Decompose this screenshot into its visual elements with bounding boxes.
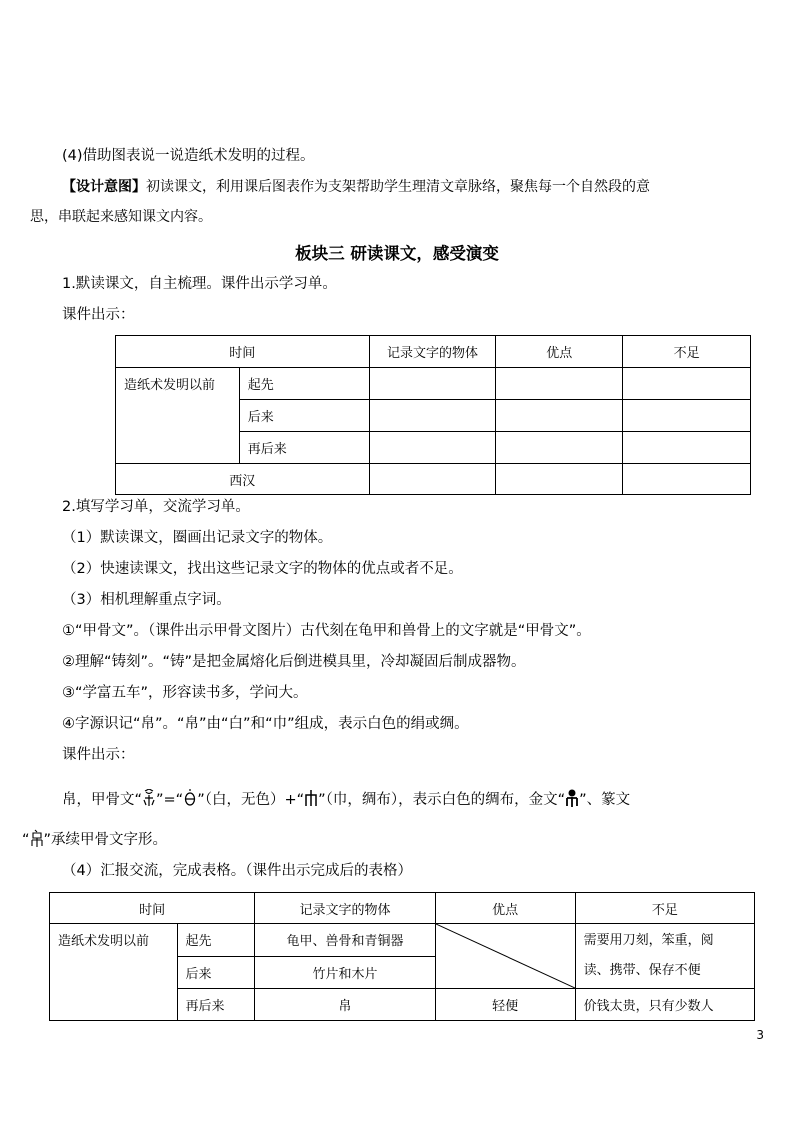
- bronze-silk-glyph-icon: [565, 789, 579, 807]
- header-fault: 不足: [575, 893, 754, 924]
- cell-empty: [369, 432, 496, 464]
- cell-empty: [369, 400, 496, 432]
- cell-empty: [623, 400, 751, 432]
- ety-text-g: ”承续甲骨文字形。: [43, 832, 168, 848]
- step-2-4: （4）汇报交流，完成表格。（课件出示完成后的表格）: [62, 863, 412, 879]
- cell-before-paper: 造纸术发明以前: [116, 368, 240, 464]
- cell-object-3: 帛: [255, 989, 435, 1021]
- vocab-learned: ③“学富五车”，形容读书多，学问大。: [62, 685, 308, 701]
- cell-empty: [496, 400, 623, 432]
- header-merit: 优点: [435, 893, 575, 924]
- vocab-silk: ④字源识记“帛”。“帛”由“白”和“巾”组成，表示白色的绢或绸。: [62, 716, 469, 732]
- header-object: 记录文字的物体: [369, 336, 496, 368]
- step-2-1: （1）默读课文，圈画出记录文字的物体。: [62, 530, 333, 546]
- ety-text-e: ”、篆文: [579, 792, 631, 808]
- header-fault: 不足: [623, 336, 751, 368]
- cell-empty: [369, 464, 496, 495]
- ety-text-f: “: [22, 832, 30, 848]
- vocab-oracle-bone: ①“甲骨文”。（课件出示甲骨文图片）古代刻在龟甲和兽骨上的文字就是“甲骨文”。: [62, 623, 591, 639]
- cell-empty: [623, 368, 751, 400]
- cell-fault-12: [575, 924, 754, 989]
- ety-text-d: ”（巾，绸布），表示白色的绸布，金文“: [318, 792, 566, 808]
- cell-empty: [496, 432, 623, 464]
- cell-first: 起先: [239, 368, 369, 400]
- oracle-white-glyph-icon: [183, 789, 197, 807]
- page-number: 3: [756, 1028, 764, 1042]
- diagonal-line-icon: [436, 924, 575, 988]
- cell-even-later: 再后来: [177, 989, 255, 1021]
- oracle-silk-glyph-icon: [142, 789, 156, 807]
- cell-western-han: 西汉: [116, 464, 370, 495]
- cell-first: 起先: [177, 924, 255, 957]
- seal-silk-glyph-icon: [30, 829, 44, 847]
- fault-line-1: 需要用刀刻，笨重，阅: [583, 933, 714, 948]
- cell-object-1: 龟甲、兽骨和青铜器: [255, 924, 435, 957]
- fault-line-2: 读、携带、保存不便: [583, 963, 701, 978]
- vocab-casting: ②理解“铸刻”。“铸”是把金属熔化后倒进模具里，冷却凝固后制成器物。: [62, 654, 526, 670]
- header-time: 时间: [116, 336, 370, 368]
- cell-before-paper: 造纸术发明以前: [50, 924, 178, 1021]
- etymology-line-2: [22, 829, 167, 850]
- cell-empty: [369, 368, 496, 400]
- design-intent-line-2: 思，串联起来感知课文内容。: [30, 209, 212, 225]
- etymology-line-1: [62, 789, 630, 810]
- step-2-2: （2）快速读课文，找出这些记录文字的物体的优点或者不足。: [62, 561, 463, 577]
- design-intent-label: 【设计意图】: [62, 179, 146, 195]
- cell-fault-3: 价钱太贵，只有少数人: [575, 989, 754, 1021]
- cell-merit-diagonal: [435, 924, 575, 989]
- cell-empty: [623, 464, 751, 495]
- cell-later: 后来: [177, 956, 255, 989]
- header-object: 记录文字的物体: [255, 893, 435, 924]
- courseware-label-2: 课件出示：: [62, 747, 135, 763]
- ety-text-c: ”（白，无色）+“: [197, 792, 305, 808]
- completed-table: [49, 892, 755, 1021]
- cell-empty: [623, 432, 751, 464]
- cell-later: 后来: [239, 400, 369, 432]
- step-1-text: 1.默读课文，自主梳理。课件出示学习单。: [62, 276, 337, 292]
- cell-merit-3: 轻便: [435, 989, 575, 1021]
- cell-even-later: 再后来: [239, 432, 369, 464]
- cell-empty: [496, 368, 623, 400]
- study-sheet-table: [115, 335, 751, 495]
- ety-text-b: ”=“: [156, 792, 184, 808]
- header-merit: 优点: [496, 336, 623, 368]
- step-2-3: （3）相机理解重点字词。: [62, 592, 231, 608]
- step-2-text: 2.填写学习单，交流学习单。: [62, 499, 250, 515]
- section-title: 板块三 研读课文，感受演变: [295, 244, 499, 263]
- design-intent-line-1: [62, 177, 650, 197]
- oracle-cloth-glyph-icon: [304, 789, 318, 807]
- design-intent-text: 初读课文，利用课后图表作为支架帮助学生理清文章脉络，聚焦每一个自然段的意: [146, 179, 650, 195]
- courseware-label-1: 课件出示：: [62, 307, 135, 323]
- cell-empty: [496, 464, 623, 495]
- ety-text-a: 帛，甲骨文“: [62, 792, 143, 808]
- header-time: 时间: [50, 893, 255, 924]
- cell-object-2: 竹片和木片: [255, 956, 435, 989]
- step-4-instruction: (4)借助图表说一说造纸术发明的过程。: [62, 148, 315, 164]
